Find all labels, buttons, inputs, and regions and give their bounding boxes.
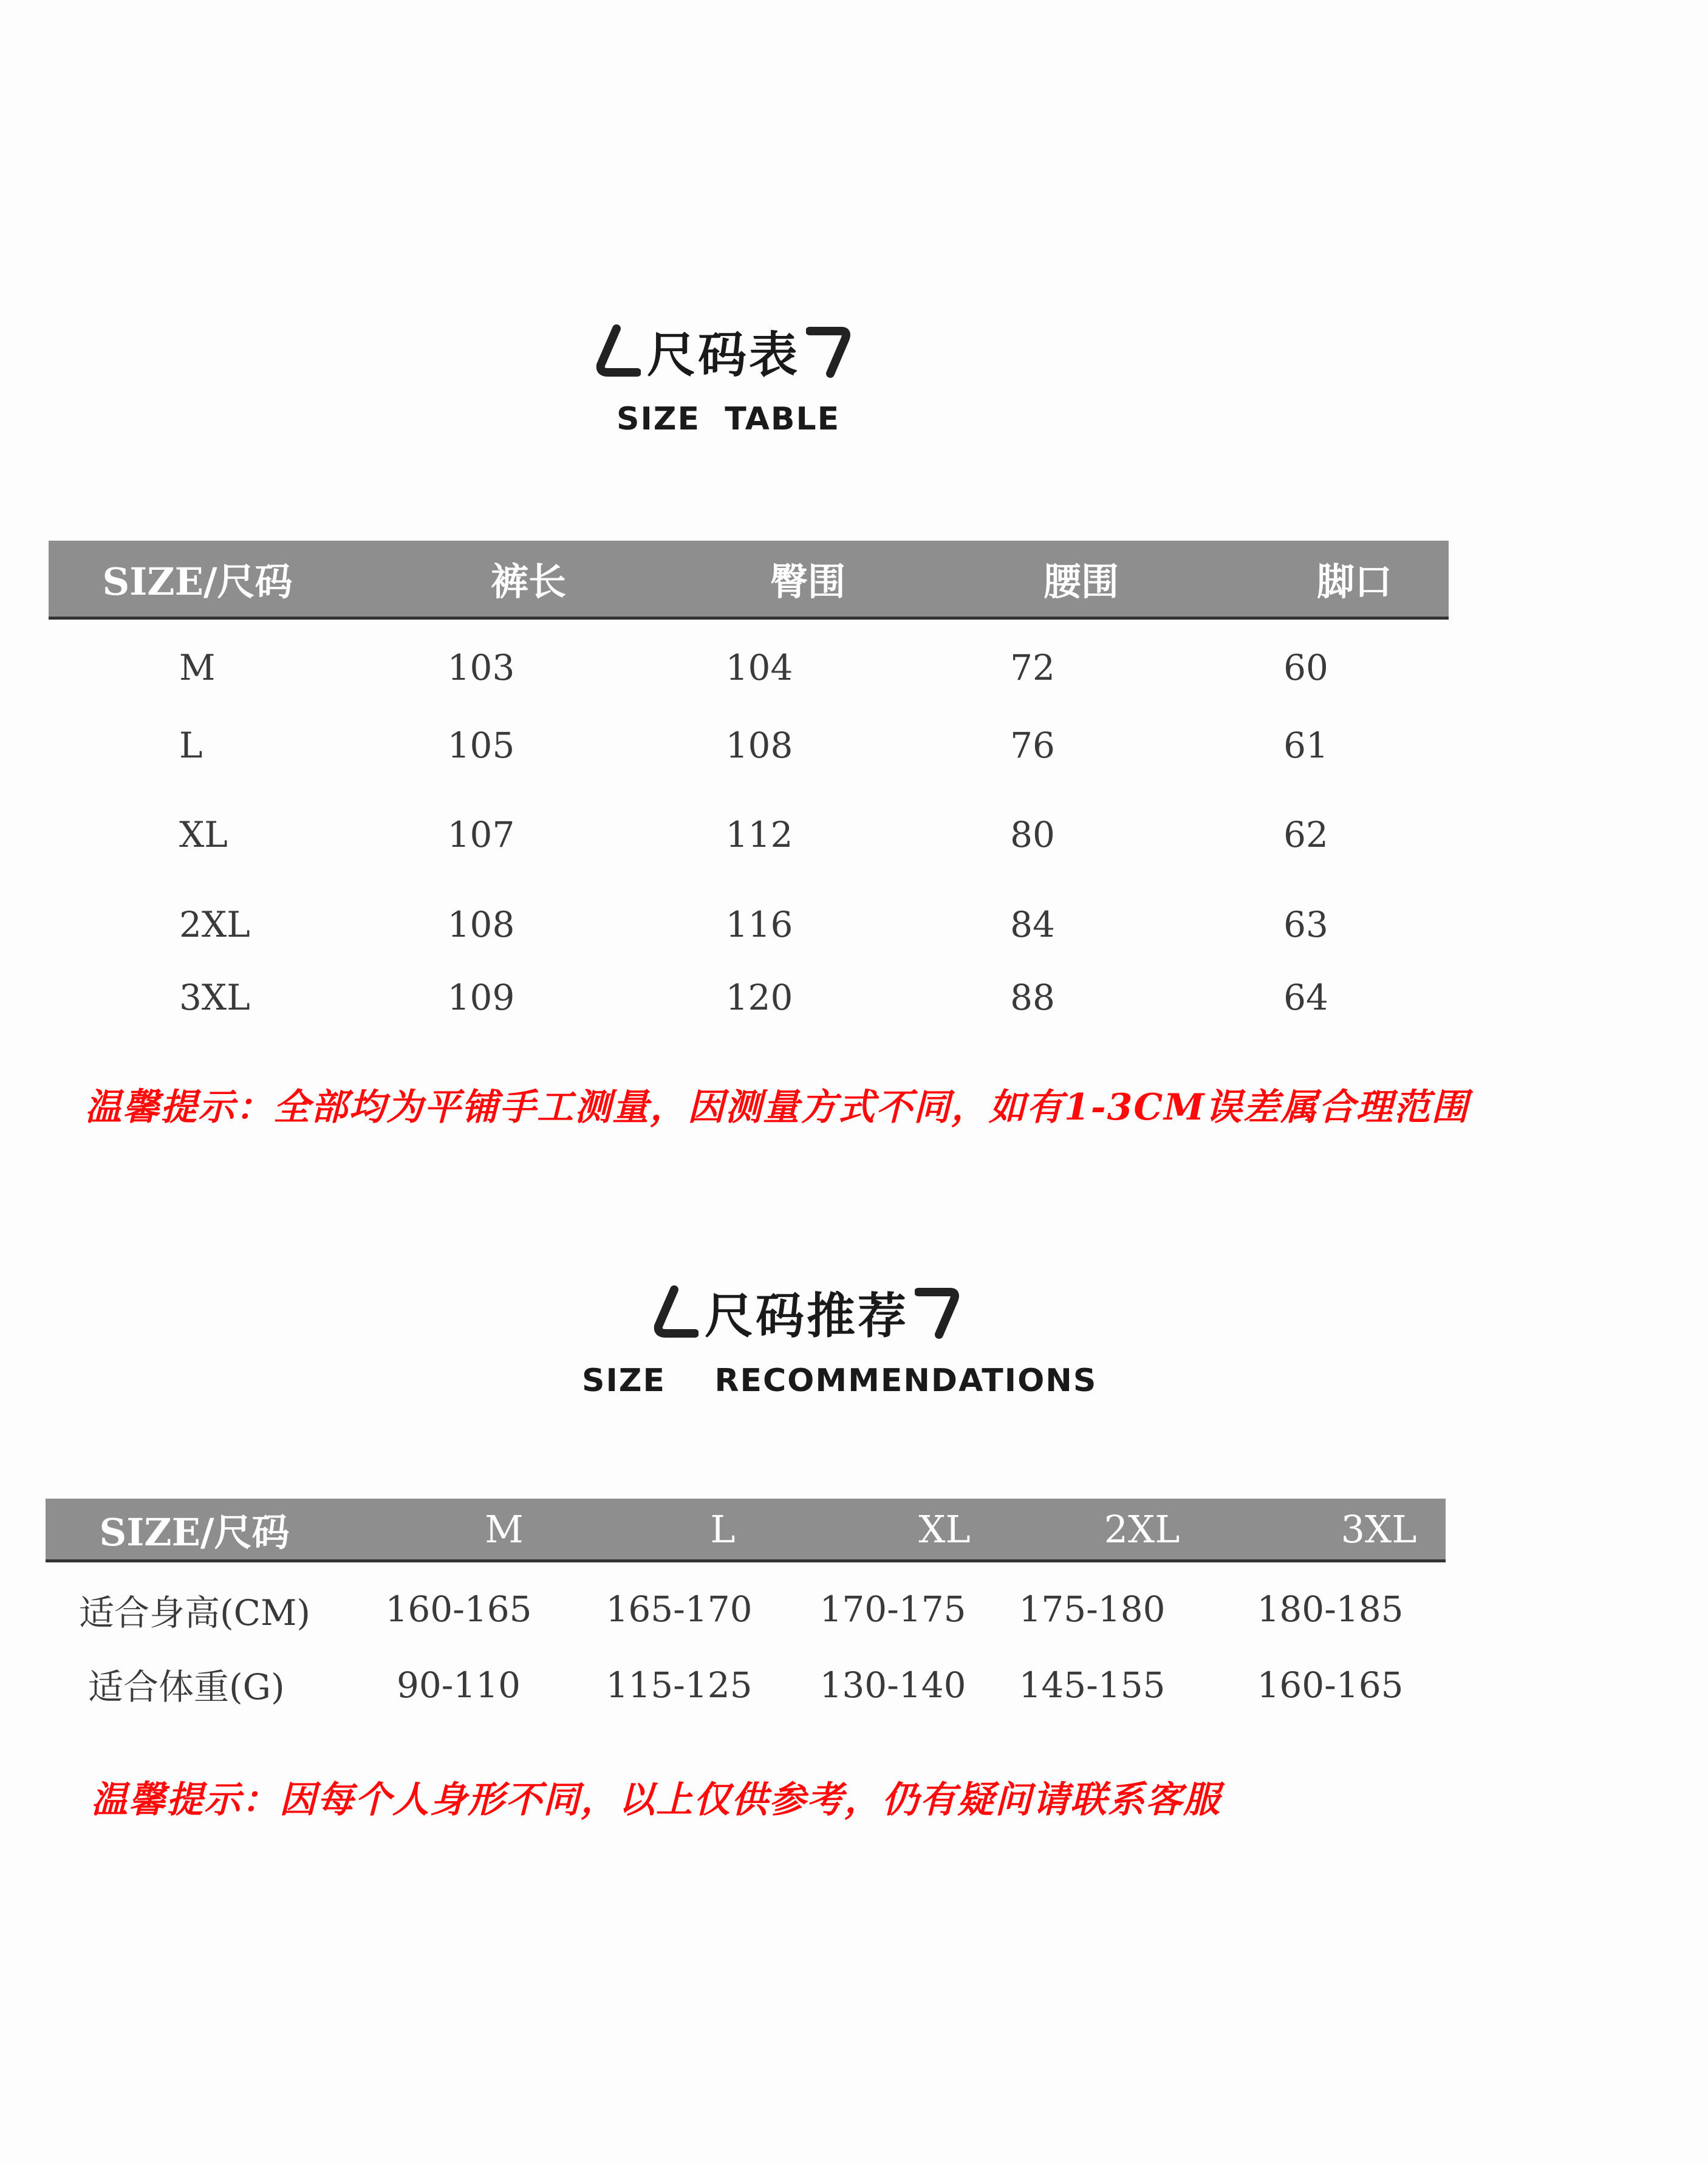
table-row-size: L bbox=[179, 725, 203, 766]
table-cell: 103 bbox=[447, 647, 515, 688]
table-cell: 80 bbox=[1010, 814, 1055, 855]
recommend-row-label: 适合身高(CM) bbox=[79, 1592, 311, 1633]
recommend-cell: 160-165 bbox=[385, 1589, 532, 1630]
table-cell: 120 bbox=[725, 977, 793, 1018]
header-3xl: 3XL bbox=[1341, 1507, 1417, 1551]
header-leg-opening: 脚口 bbox=[1316, 559, 1392, 604]
bracket-left-icon bbox=[592, 324, 641, 378]
size-table-title-en: SIZE TABLE bbox=[617, 401, 841, 437]
recommend-cell: 145-155 bbox=[1019, 1664, 1166, 1706]
table-row-size: XL bbox=[179, 814, 228, 855]
table-cell: 76 bbox=[1010, 725, 1055, 766]
header-waist: 腰围 bbox=[1043, 559, 1119, 604]
bracket-right-icon bbox=[915, 1285, 963, 1339]
size-table-header bbox=[49, 541, 1449, 620]
table-row-size: 2XL bbox=[179, 904, 250, 945]
header-pants-length: 裤长 bbox=[490, 559, 566, 604]
table-cell: 64 bbox=[1283, 977, 1328, 1018]
header-m: M bbox=[485, 1507, 524, 1551]
size-table-title bbox=[592, 316, 855, 386]
header-size: SIZE/尺码 bbox=[102, 559, 293, 604]
header-2xl: 2XL bbox=[1104, 1507, 1180, 1551]
recommend-cell: 90-110 bbox=[396, 1664, 521, 1706]
recommend-cell: 180-185 bbox=[1257, 1589, 1404, 1630]
size-recommend-header bbox=[46, 1499, 1446, 1562]
header-size: SIZE/尺码 bbox=[99, 1510, 290, 1554]
table-cell: 60 bbox=[1283, 647, 1328, 688]
bracket-left-icon bbox=[650, 1285, 699, 1339]
table-cell: 105 bbox=[447, 725, 515, 766]
table-cell: 112 bbox=[725, 814, 793, 855]
table-cell: 84 bbox=[1010, 904, 1055, 945]
table-cell: 61 bbox=[1283, 725, 1328, 766]
header-hip: 臀围 bbox=[770, 559, 845, 604]
size-recommend-title-en: SIZE RECOMMENDATIONS bbox=[582, 1363, 1098, 1399]
size-table-title-cn: 尺码表 bbox=[647, 327, 800, 383]
recommend-row-label: 适合体重(G) bbox=[88, 1666, 285, 1708]
table-row-size: 3XL bbox=[179, 977, 250, 1018]
table-cell: 109 bbox=[447, 977, 515, 1018]
size-table-note: 温馨提示：全部均为平铺手工测量，因测量方式不同，如有1-3CM误差属合理范围 bbox=[85, 1086, 1469, 1129]
table-cell: 88 bbox=[1010, 977, 1055, 1018]
table-cell: 107 bbox=[447, 814, 515, 855]
table-cell: 63 bbox=[1283, 904, 1328, 945]
recommend-cell: 170-175 bbox=[819, 1589, 966, 1630]
table-cell: 72 bbox=[1010, 647, 1055, 688]
recommend-cell: 160-165 bbox=[1257, 1664, 1404, 1706]
table-cell: 108 bbox=[447, 904, 515, 945]
header-l: L bbox=[710, 1507, 736, 1551]
bracket-right-icon bbox=[806, 324, 855, 378]
recommend-cell: 130-140 bbox=[819, 1664, 966, 1706]
size-recommend-title bbox=[650, 1277, 963, 1347]
table-cell: 62 bbox=[1283, 814, 1328, 855]
size-recommend-note: 温馨提示：因每个人身形不同，以上仅供参考，仍有疑问请联系客服 bbox=[91, 1779, 1221, 1821]
recommend-cell: 165-170 bbox=[606, 1589, 753, 1630]
table-cell: 116 bbox=[725, 904, 793, 945]
header-xl: XL bbox=[918, 1507, 971, 1551]
table-cell: 104 bbox=[725, 647, 793, 688]
recommend-cell: 175-180 bbox=[1019, 1589, 1166, 1630]
size-recommend-title-cn: 尺码推荐 bbox=[705, 1288, 909, 1344]
table-cell: 108 bbox=[725, 725, 793, 766]
recommend-cell: 115-125 bbox=[606, 1664, 753, 1706]
table-row-size: M bbox=[179, 647, 216, 688]
